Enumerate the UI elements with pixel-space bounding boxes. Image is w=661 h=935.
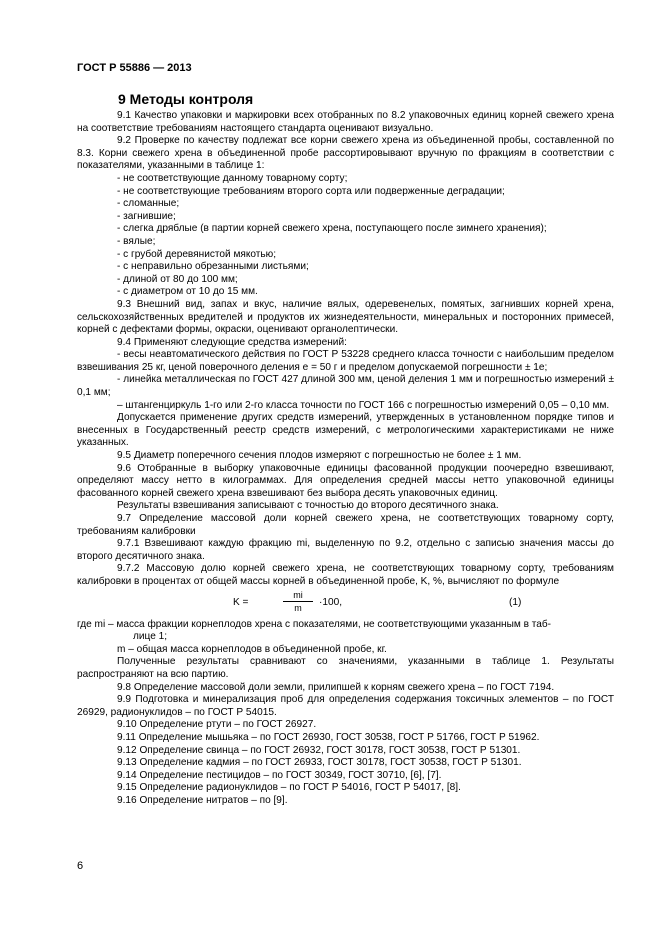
list-item: - сломанные; bbox=[117, 198, 180, 210]
list-item: - с грубой деревянистой мякотью; bbox=[117, 248, 277, 260]
paragraph-9-12: 9.12 Определение свинца – по ГОСТ 26932, ГОСТ 30178, ГОСТ 30538, ГОСТ Р 51301. bbox=[117, 744, 521, 756]
where-line-2: m – общая масса корнеплодов в объединенной пробе, кг. bbox=[117, 643, 387, 655]
paragraph-9-4-note: Допускается применение других средств измерений, утвержденных в установленном порядке типов и внесенных в Государственный реестр средств измерений, с метрологическими характеристиками не ниже указанных. bbox=[77, 412, 614, 449]
list-item: - длиной от 80 до 100 мм; bbox=[117, 273, 238, 285]
paragraph-9-7-2: 9.7.2 Массовую долю корней свежего хрена, не соответствующих товарному сорту, требованиям калибровки в процентах от общей массы корней в объединенной пробе, K, %, вычисляют по формуле bbox=[77, 563, 614, 587]
list-item: - линейка металлическая по ГОСТ 427 длиной 300 мм, ценой деления 1 мм и погрешностью измерений ± 0,1 мм; bbox=[77, 374, 614, 399]
paragraph-9-3: 9.3 Внешний вид, запах и вкус, наличие вялых, одеревенелых, помятых, загнивших корней хрена, сельскохозяйственных вредителей и продуктов их жизнедеятельности, минеральных и посторонних примесей, корней с дефектами формы, окраски, оценивают органолептически. bbox=[77, 298, 614, 336]
paragraph-9-7-1: 9.7.1 Взвешивают каждую фракцию mi, выделенную по 9.2, отдельно с записью значения массы до второго десятичного знака. bbox=[77, 538, 614, 562]
paragraph-9-15: 9.15 Определение радионуклидов – по ГОСТ Р 54016, ГОСТ Р 54017, [8]. bbox=[117, 782, 461, 794]
formula-lhs: K = bbox=[233, 596, 249, 608]
document-body bbox=[77, 110, 614, 807]
paragraph-9-5: 9.5 Диаметр поперечного сечения плодов измеряют с погрешностью не более ± 1 мм. bbox=[117, 450, 522, 462]
list-item: - слегка дряблые (в партии корней свежего хрена, поступающего после зимнего хранения); bbox=[117, 223, 547, 235]
list-item: – штангенциркуль 1-го или 2-го класса точности по ГОСТ 166 с погрешностью измерений 0,05 – 0,10 мм. bbox=[117, 399, 610, 411]
formula-tail: ·100, bbox=[319, 596, 343, 608]
list-item: - с диаметром от 10 до 15 мм. bbox=[117, 286, 258, 298]
paragraph-9-14: 9.14 Определение пестицидов – по ГОСТ 30349, ГОСТ 30710, [6], [7]. bbox=[117, 769, 442, 781]
where-line-1-cont: лице 1; bbox=[133, 631, 168, 643]
paragraph-9-11: 9.11 Определение мышьяка – по ГОСТ 26930, ГОСТ 30538, ГОСТ Р 51766, ГОСТ Р 51962. bbox=[117, 731, 540, 743]
formula-fraction bbox=[283, 590, 313, 614]
list-item: - загнившие; bbox=[117, 210, 176, 222]
paragraph-9-13: 9.13 Определение кадмия – по ГОСТ 26933, ГОСТ 30178, ГОСТ 30538, ГОСТ Р 51301. bbox=[117, 757, 522, 769]
list-item: - не соответствующие данному товарному сорту; bbox=[117, 172, 348, 184]
page-number: 6 bbox=[77, 860, 84, 872]
paragraph-9-6: 9.6 Отобранные в выборку упаковочные единицы фасованной продукции поочередно взвешивают, определяют массу нетто в килограммах. Для определения средней массы нетто упаковочной единицы фасованного корней свежего хрена взвешивают без выбора десять упаковочных единиц. bbox=[77, 462, 614, 499]
paragraph-9-7: 9.7 Определение массовой доли корней свежего хрена, не соответствующих товарному сорту, требованиям калибровки bbox=[77, 513, 614, 537]
paragraph-9-1: 9.1 Качество упаковки и маркировки всех отобранных по 8.2 упаковочных единиц корней свежего хрена на соответствие требованиям настоящего стандарта оценивают визуально. bbox=[77, 110, 614, 134]
list-item: - не соответствующие требованиям второго сорта или подверженные деградации; bbox=[117, 185, 505, 197]
paragraph-9-2: 9.2 Проверке по качеству подлежат все корни свежего хрена из объединенной пробы, составленной по 8.3. Корни свежего хрена в объединенной пробе рассортировывают вручную по фракциям в соответствии с показателями, указанными в таблице 1: bbox=[77, 135, 614, 172]
formula-numerator: mi bbox=[283, 590, 313, 602]
paragraph-9-9: 9.9 Подготовка и минерализация проб для определения содержания токсичных элементов – по ГОСТ 26929, радионуклидов – по ГОСТ Р 54015. bbox=[77, 694, 614, 718]
formula-1 bbox=[77, 590, 614, 616]
formula-denominator: m bbox=[294, 602, 302, 613]
paragraph-9-8: 9.8 Определение массовой доли земли, прилипшей к корням свежего хрена – по ГОСТ 7194. bbox=[117, 681, 555, 693]
paragraph-9-10: 9.10 Определение ртути – по ГОСТ 26927. bbox=[117, 719, 317, 731]
section-title: 9 Методы контроля bbox=[118, 91, 254, 107]
list-item: - вялые; bbox=[117, 235, 156, 247]
list-item: - с неправильно обрезанными листьями; bbox=[117, 261, 309, 273]
formula-number: (1) bbox=[509, 596, 522, 608]
document-header: ГОСТ Р 55886 — 2013 bbox=[77, 62, 192, 74]
paragraph-9-4: 9.4 Применяют следующие средства измерений: bbox=[117, 336, 347, 348]
paragraph-results: Полученные результаты сравнивают со значениями, указанными в таблице 1. Результаты распространяют на всю партию. bbox=[77, 656, 614, 680]
paragraph-9-6-results: Результаты взвешивания записывают с точностью до второго десятичного знака. bbox=[117, 500, 499, 512]
list-item: - весы неавтоматического действия по ГОСТ Р 53228 среднего класса точности с наибольшим пределом взвешивания 25 кг, ценой поверочного деления e = 50 г и пределом допускаемой погрешности ± 1e; bbox=[77, 349, 614, 373]
where-line-1: где mi – масса фракции корнеплодов хрена с показателями, не соответствующими указанным в таб- bbox=[77, 618, 552, 630]
paragraph-9-16: 9.16 Определение нитратов – по [9]. bbox=[117, 794, 288, 806]
